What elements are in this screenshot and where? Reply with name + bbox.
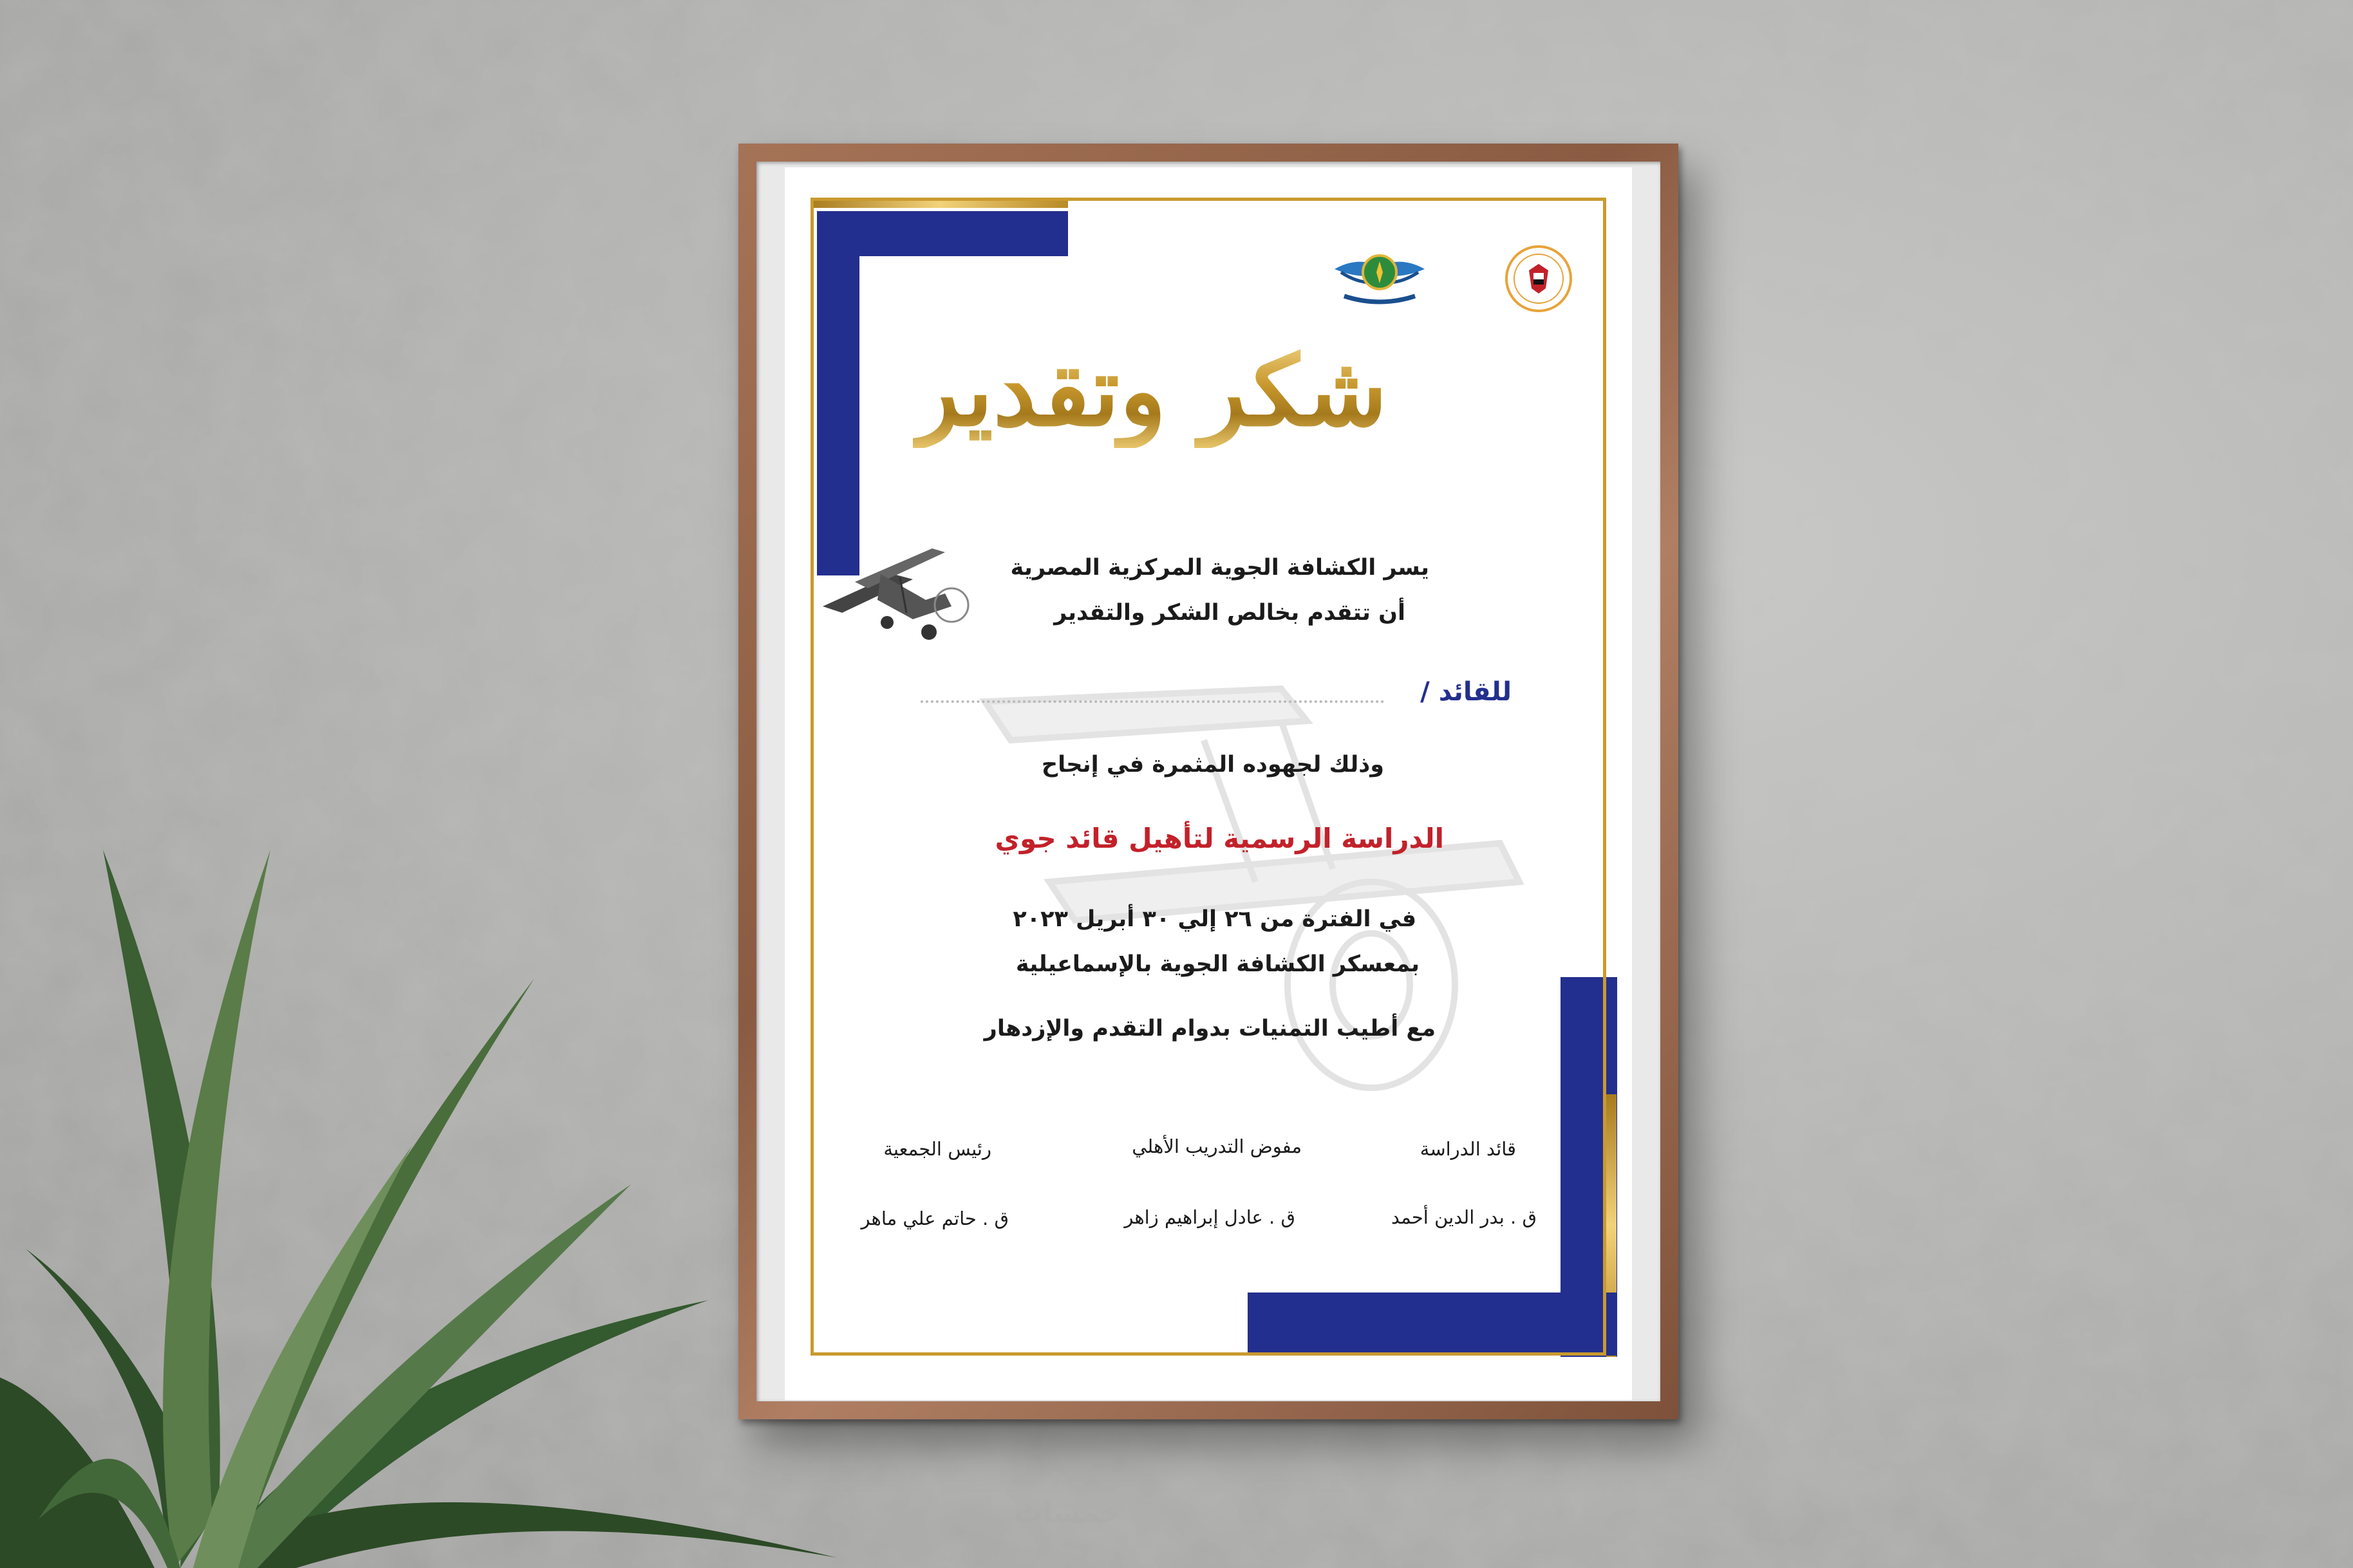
certificate-title: شكر وتقدير [913,335,1387,448]
ministry-of-youth-logo [1503,243,1574,314]
course-name: الدراسة الرسمية لتأهيل قائد جوي [995,823,1444,854]
intro-line-1: يسر الكشافة الجوية المركزية المصرية [1010,555,1429,581]
signatory-name-3: ق . حاتم علي ماهر [861,1208,1009,1229]
airplane-sketch-icon [816,529,977,651]
signatory-name-2: ق . عادل إبراهيم زاهر [1124,1206,1295,1228]
signatory-role-1: قائد الدراسة [1420,1138,1516,1160]
signatory-name-1: ق . بدر الدين أحمد [1391,1206,1537,1228]
recipient-label: للقائد / [1420,677,1512,707]
wishes-text: مع أطيب التمنيات بدوام التقدم والإزدهار [984,1016,1436,1041]
intro-line-2: أن تتقدم بخالص الشكر والتقدير [1054,600,1405,626]
signatory-role-2: مفوض التدريب الأهلي [1132,1135,1302,1157]
reason-text: وذلك لجهوده المثمرة في إنجاح [1041,752,1384,778]
airplane-watermark-icon [921,650,1564,1114]
egyptian-air-scouts-logo [1331,243,1428,308]
period-text: في الفترة من ٢٦ إلي ٣٠ أبريل ٢٠٢٣ [1013,906,1416,932]
watermark-text: خمسات [1014,1497,1121,1529]
location-text: بمعسكر الكشافة الجوية بالإسماعيلية [1015,951,1420,977]
signatory-role-3: رئيس الجمعية [883,1138,991,1160]
plant-decoration [0,798,869,1568]
recipient-name-line[interactable] [921,700,1384,703]
